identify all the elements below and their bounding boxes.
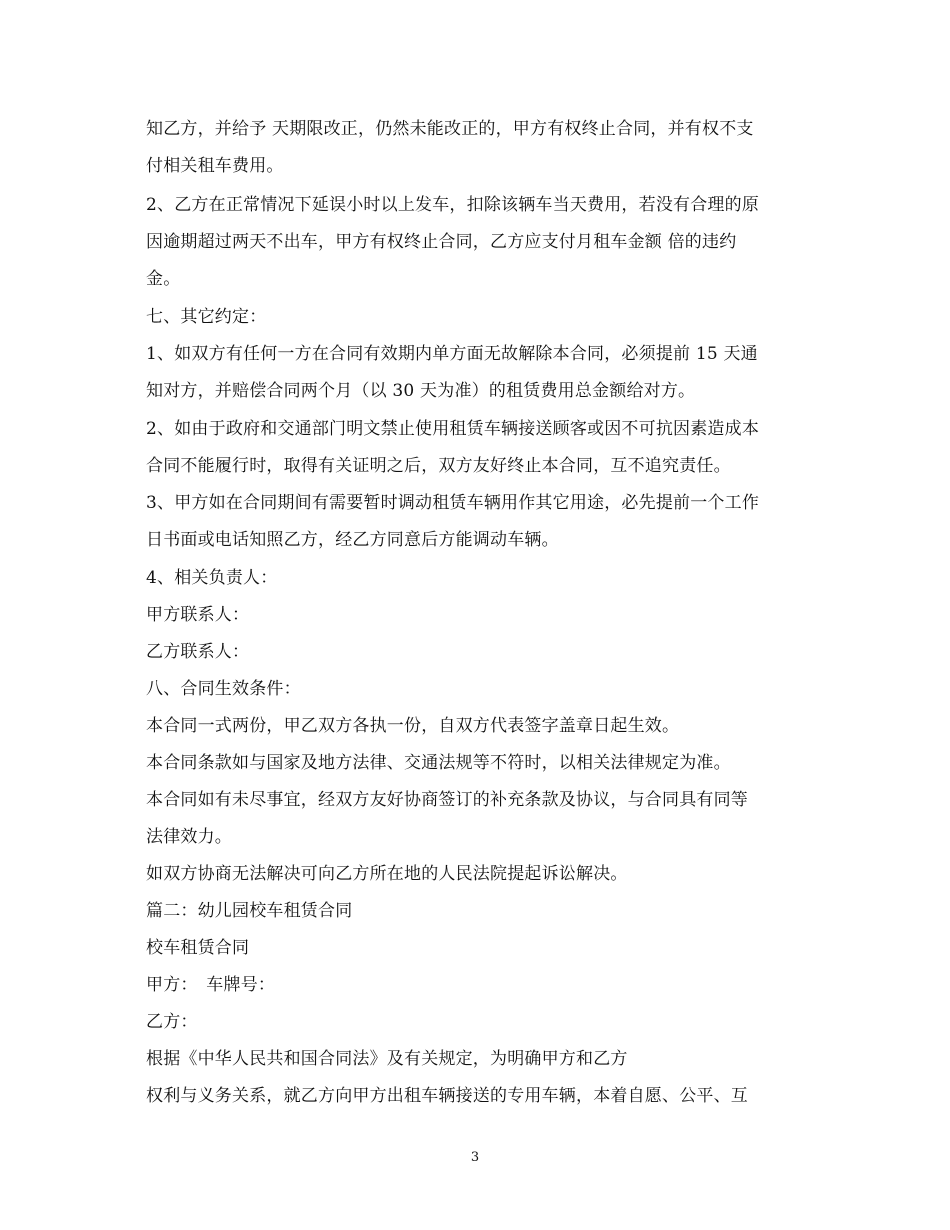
document-title: 校车租赁合同 <box>146 938 250 958</box>
text-line: 权利与义务关系，就乙方向甲方出租车辆接送的专用车辆，本着自愿、公平、互 <box>146 1086 748 1106</box>
text-line: 合同不能履行时，取得有关证明之后，双方友好终止本合同，互不追究责任。 <box>146 456 731 476</box>
text-line: 付相关租车费用。 <box>146 156 284 176</box>
text-line: 法律效力。 <box>146 827 232 847</box>
text-line: 如双方协商无法解决可向乙方所在地的人民法院提起诉讼解决。 <box>146 864 628 884</box>
text-line: 乙方： <box>146 1012 198 1032</box>
section-heading: 七、其它约定： <box>146 307 267 327</box>
text-line: 本合同条款如与国家及地方法律、交通法规等不符时，以相关法律规定为准。 <box>146 753 731 773</box>
text-line: 金。 <box>146 269 181 289</box>
text-line: 因逾期超过两天不出车，甲方有权终止合同，乙方应支付月租车金额 倍的违约 <box>146 232 737 252</box>
text-line: 3、甲方如在合同期间有需要暂时调动租赁车辆用作其它用途，必先提前一个工作 <box>146 493 760 513</box>
text-line: 乙方联系人： <box>146 642 250 662</box>
text-line: 4、相关负责人： <box>146 568 278 588</box>
text-line: 知对方，并赔偿合同两个月（以 30 天为准）的租赁费用总金额给对方。 <box>146 381 696 401</box>
text-line: 知乙方，并给予 天期限改正，仍然未能改正的，甲方有权终止合同，并有权不支 <box>146 119 754 139</box>
text-line: 根据《中华人民共和国合同法》及有关规定，为明确甲方和乙方 <box>146 1049 628 1069</box>
text-line: 本合同一式两份，甲乙双方各执一份，自双方代表签字盖章日起生效。 <box>146 716 680 736</box>
section-heading: 八、合同生效条件： <box>146 679 301 699</box>
section-heading: 篇二：幼儿园校车租赁合同 <box>146 901 353 921</box>
text-line: 本合同如有未尽事宜，经双方友好协商签订的补充条款及协议，与合同具有同等 <box>146 790 748 810</box>
text-line: 2、乙方在正常情况下延误小时以上发车，扣除该辆车当天费用，若没有合理的原 <box>146 195 760 215</box>
text-line: 1、如双方有任何一方在合同有效期内单方面无故解除本合同，必须提前 15 天通 <box>146 344 758 364</box>
text-line: 甲方： 车牌号： <box>146 975 276 995</box>
page-number: 3 <box>470 1150 480 1165</box>
text-line: 甲方联系人： <box>146 605 250 625</box>
text-line: 2、如由于政府和交通部门明文禁止使用租赁车辆接送顾客或因不可抗因素造成本 <box>146 419 760 439</box>
text-line: 日书面或电话知照乙方，经乙方同意后方能调动车辆。 <box>146 530 559 550</box>
